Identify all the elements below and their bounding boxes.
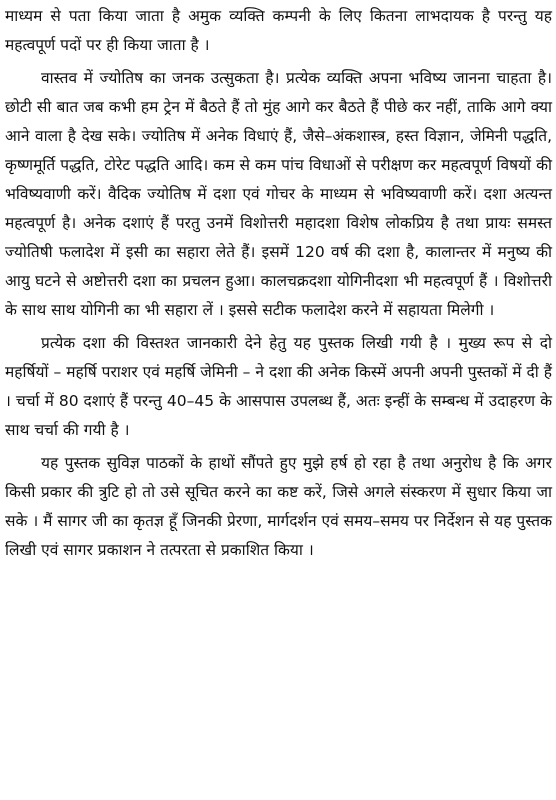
paragraph-intro-continuation: माध्यम से पता किया जाता है अमुक व्यक्ति कम्पनी के लिए कितना लाभदायक है परन्तु यह महत्वपूर्ण पदों पर ही किया जाता है । [5, 7, 552, 54]
paragraph-book-purpose: प्रत्येक दशा की विस्तश्त जानकारी देने हेतु यह पुस्तक लिखी गयी है । मुख्य रूप से दो महर्षियों – महर्षि पराशर एवं महर्षि जेमिनी – ने दशा की अनेक किस्में अपनी अपनी पुस्तकों में दी हैं । चर्चा में 80 दशाएं हैं परन्तु 40–45 के आसपास उपलब्ध हैं, अतः इन्हीं के सम्बन्ध में उदाहरण के साथ चर्चा की गयी है । [5, 334, 552, 439]
paragraph-origin-of-astrology: वास्तव में ज्योतिष का जनक उत्सुकता है। प्रत्येक व्यक्ति अपना भविष्य जानना चाहता है। छोटी सी बात जब कभी हम ट्रेन में बैठते हैं तो मुंह आगे कर बैठते हैं पीछे कर नहीं, ताकि आगे क्या आने वाला है देख सके। ज्योतिष में अनेक विधाएं हैं, जैसे–अंकशास्त्र, हस्त विज्ञान, जेमिनी पद्धति, कृष्णमूर्ति पद्धति, टोरेट पद्धति आदि। कम से कम पांच विधाओं से परीक्षण कर महत्वपूर्ण विषयों की भविष्यवाणी करें। वैदिक ज्योतिष में दशा एवं गोचर के माध्यम से भविष्यवाणी करें। दशा अत्यन्त महत्वपूर्ण है। अनेक दशाएं हैं परतु उनमें विशोत्तरी महादशा विशेष लोकप्रिय है तथा प्रायः समस्त ज्योतिषी फलादेश में इसी का सहारा लेते हैं। इसमें 120 वर्ष की दशा है, कालान्तर में मनुष्य की आयु घटने से अष्टोत्तरी दशा का प्रचलन हुआ। कालचक्रदशा योगिनीदशा भी महत्वपूर्ण हैं । विशोत्तरी के साथ साथ योगिनी का भी सहारा लें । इससे सटीक फलादेश करने में सहायता मिलेगी । [5, 69, 552, 319]
paragraph-acknowledgement: यह पुस्तक सुविज्ञ पाठकों के हाथों सौंपते हुए मुझे हर्ष हो रहा है तथा अनुरोध है कि अगर किसी प्रकार की त्रुटि हो तो उसे सूचित करने का कष्ट करें, जिसे अगले संस्करण में सुधार किया जा सके । मैं सागर जी का कृतज्ञ हूँ जिनकी प्रेरणा, मार्गदर्शन एवं समय–समय पर निर्देशन से यह पुस्तक लिखी एवं सागर प्रकाशन ने तत्परता से प्रकाशित किया । [5, 454, 552, 559]
